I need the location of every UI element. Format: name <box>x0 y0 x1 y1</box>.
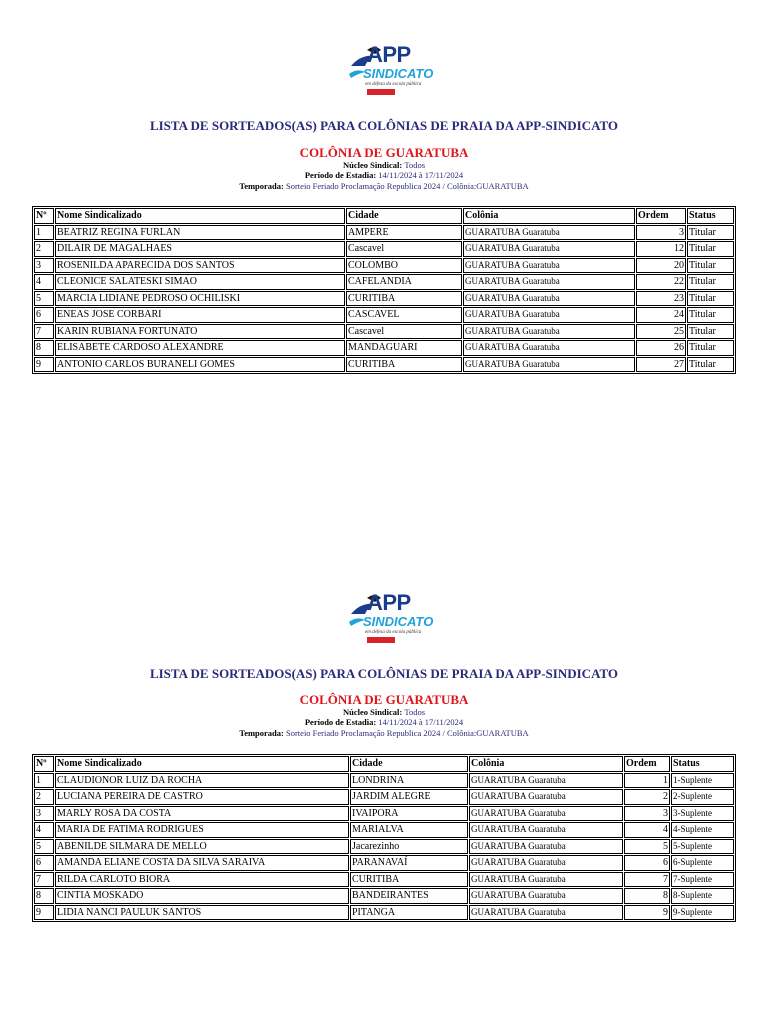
cell-status: 9-Suplente <box>671 905 734 921</box>
cell-nome: KARIN RUBIANA FORTUNATO <box>55 324 345 340</box>
cell-status: 7-Suplente <box>671 872 734 888</box>
cell-num: 4 <box>34 822 54 838</box>
cell-nome: DILAIR DE MAGALHAES <box>55 241 345 257</box>
cell-nome: MARCIA LIDIANE PEDROSO OCHILISKI <box>55 291 345 307</box>
table-row <box>34 291 734 307</box>
table-row <box>34 258 734 274</box>
cut-badge <box>367 89 395 95</box>
logo-tagline: em defesa da escola pública <box>365 630 422 635</box>
cell-num: 8 <box>34 888 54 904</box>
cell-ordem: 25 <box>636 324 686 340</box>
cell-status: Titular <box>687 225 734 241</box>
cell-colonia: GUARATUBA Guaratuba <box>463 225 635 241</box>
cell-colonia: GUARATUBA Guaratuba <box>469 855 623 871</box>
cell-ordem: 6 <box>624 855 670 871</box>
cell-nome: RILDA CARLOTO BIORA <box>55 872 349 888</box>
cell-cidade: BANDEIRANTES <box>350 888 468 904</box>
colonia-title: COLÔNIA DE GUARATUBA <box>299 692 469 707</box>
col-header-nome: Nome Sindicalizado <box>55 756 349 772</box>
temporada-label: Temporada: <box>239 728 284 738</box>
cell-status: Titular <box>687 258 734 274</box>
cell-status: Titular <box>687 307 734 323</box>
cell-ordem: 26 <box>636 340 686 356</box>
cell-num: 4 <box>34 274 54 290</box>
cell-colonia: GUARATUBA Guaratuba <box>463 291 635 307</box>
cell-status: Titular <box>687 274 734 290</box>
cell-nome: MARLY ROSA DA COSTA <box>55 806 349 822</box>
cell-nome: ANTONIO CARLOS BURANELI GOMES <box>55 357 345 373</box>
table-row <box>34 855 734 871</box>
cell-cidade: CURITIBA <box>350 872 468 888</box>
table-row <box>34 340 734 356</box>
temporada-line <box>0 728 768 739</box>
col-header-colonia: Colônia <box>463 208 635 224</box>
cell-ordem: 7 <box>624 872 670 888</box>
cell-cidade: LONDRINA <box>350 773 468 789</box>
cell-nome: LUCIANA PEREIRA DE CASTRO <box>55 789 349 805</box>
nucleo-label: Núcleo Sindical: <box>342 707 403 717</box>
cell-status: Titular <box>687 241 734 257</box>
colonia-title: COLÔNIA DE GUARATUBA <box>299 145 469 160</box>
cell-colonia: GUARATUBA Guaratuba <box>469 773 623 789</box>
col-header-colonia: Colônia <box>469 756 623 772</box>
cell-num: 1 <box>34 225 54 241</box>
cell-colonia: GUARATUBA Guaratuba <box>463 340 635 356</box>
cell-cidade: Jacarezinho <box>350 839 468 855</box>
cell-status: 6-Suplente <box>671 855 734 871</box>
logo-tagline: em defesa da escola pública <box>365 82 422 87</box>
periodo-value: 14/11/2024 à 17/11/2024 <box>378 717 464 727</box>
cell-num: 9 <box>34 357 54 373</box>
col-header-cidade: Cidade <box>346 208 462 224</box>
cell-status: 1-Suplente <box>671 773 734 789</box>
temporada-value: Sorteio Feriado Proclamação Republica 2024 / Colônia:GUARATUBA <box>286 181 529 191</box>
cell-cidade: Cascavel <box>346 241 462 257</box>
cell-cidade: COLOMBO <box>346 258 462 274</box>
cell-num: 6 <box>34 855 54 871</box>
table-row <box>34 822 734 838</box>
cell-ordem: 8 <box>624 888 670 904</box>
cell-colonia: GUARATUBA Guaratuba <box>469 822 623 838</box>
table-row <box>34 872 734 888</box>
table-row <box>34 839 734 855</box>
cell-ordem: 27 <box>636 357 686 373</box>
cell-status: 8-Suplente <box>671 888 734 904</box>
cell-cidade: JARDIM ALEGRE <box>350 789 468 805</box>
cell-colonia: GUARATUBA Guaratuba <box>469 789 623 805</box>
cell-nome: CLAUDIONOR LUIZ DA ROCHA <box>55 773 349 789</box>
cell-num: 7 <box>34 324 54 340</box>
cell-cidade: PITANGA <box>350 905 468 921</box>
cell-num: 8 <box>34 340 54 356</box>
col-header-num: Nº <box>34 756 54 772</box>
cell-num: 1 <box>34 773 54 789</box>
cell-num: 7 <box>34 872 54 888</box>
cell-colonia: GUARATUBA Guaratuba <box>463 307 635 323</box>
cell-nome: AMANDA ELIANE COSTA DA SILVA SARAIVA <box>55 855 349 871</box>
periodo-label: Período de Estadia: <box>304 170 377 180</box>
cell-ordem: 3 <box>624 806 670 822</box>
cell-nome: CINTIA MOSKADO <box>55 888 349 904</box>
cell-ordem: 1 <box>624 773 670 789</box>
table-row <box>34 773 734 789</box>
table-row <box>34 888 734 904</box>
logo-app-text: APP <box>367 42 411 67</box>
cell-nome: ENEAS JOSE CORBARI <box>55 307 345 323</box>
cell-status: 2-Suplente <box>671 789 734 805</box>
cell-ordem: 12 <box>636 241 686 257</box>
table-row <box>34 905 734 921</box>
table-row <box>34 357 734 373</box>
cell-cidade: MANDAGUARI <box>346 340 462 356</box>
table-row <box>34 324 734 340</box>
temporada-line <box>0 181 768 192</box>
table-row <box>34 241 734 257</box>
cell-cidade: CURITIBA <box>346 291 462 307</box>
cell-ordem: 2 <box>624 789 670 805</box>
cell-cidade: Cascavel <box>346 324 462 340</box>
cell-ordem: 22 <box>636 274 686 290</box>
cell-ordem: 5 <box>624 839 670 855</box>
nucleo-value: Todos <box>404 160 426 170</box>
col-header-ordem: Ordem <box>636 208 686 224</box>
cell-num: 6 <box>34 307 54 323</box>
cell-colonia: GUARATUBA Guaratuba <box>463 274 635 290</box>
cell-nome: ABENILDE SILMARA DE MELLO <box>55 839 349 855</box>
cell-status: Titular <box>687 357 734 373</box>
nucleo-label: Núcleo Sindical: <box>342 160 403 170</box>
cell-nome: BEATRIZ REGINA FURLAN <box>55 225 345 241</box>
periodo-line <box>0 717 768 728</box>
cell-colonia: GUARATUBA Guaratuba <box>463 258 635 274</box>
cell-status: Titular <box>687 291 734 307</box>
cell-status: Titular <box>687 340 734 356</box>
table-row <box>34 307 734 323</box>
cell-status: 4-Suplente <box>671 822 734 838</box>
cell-nome: ELISABETE CARDOSO ALEXANDRE <box>55 340 345 356</box>
cell-cidade: CURITIBA <box>346 357 462 373</box>
nucleo-value: Todos <box>404 707 426 717</box>
temporada-value: Sorteio Feriado Proclamação Republica 2024 / Colônia:GUARATUBA <box>286 728 529 738</box>
app-sindicato-logo <box>345 590 434 656</box>
cell-ordem: 4 <box>624 822 670 838</box>
cell-cidade: PARANAVAÍ <box>350 855 468 871</box>
table-header-row <box>34 208 734 224</box>
cell-ordem: 3 <box>636 225 686 241</box>
cell-num: 2 <box>34 241 54 257</box>
cell-cidade: CAFELANDIA <box>346 274 462 290</box>
table-row <box>34 789 734 805</box>
suplentes-table <box>32 754 736 922</box>
col-header-num: Nº <box>34 208 54 224</box>
cell-num: 9 <box>34 905 54 921</box>
temporada-label: Temporada: <box>239 181 284 191</box>
list-heading: LISTA DE SORTEADOS(AS) PARA COLÔNIAS DE PRAIA DA APP-SINDICATO <box>149 666 619 681</box>
cell-num: 3 <box>34 806 54 822</box>
table-header-row <box>34 756 734 772</box>
cell-cidade: IVAIPORA <box>350 806 468 822</box>
cell-nome: CLEONICE SALATESKI SIMAO <box>55 274 345 290</box>
cell-num: 5 <box>34 291 54 307</box>
cell-colonia: GUARATUBA Guaratuba <box>469 806 623 822</box>
col-header-nome: Nome Sindicalizado <box>55 208 345 224</box>
app-sindicato-logo <box>345 42 434 108</box>
cell-colonia: GUARATUBA Guaratuba <box>469 839 623 855</box>
table-row <box>34 806 734 822</box>
cell-nome: LIDIA NANCI PAULUK SANTOS <box>55 905 349 921</box>
cell-ordem: 9 <box>624 905 670 921</box>
cell-cidade: MARIALVA <box>350 822 468 838</box>
periodo-line <box>0 170 768 181</box>
col-header-cidade: Cidade <box>350 756 468 772</box>
col-header-status: Status <box>671 756 734 772</box>
cut-badge <box>367 637 395 643</box>
cell-status: 5-Suplente <box>671 839 734 855</box>
cell-nome: MARIA DE FATIMA RODRIGUES <box>55 822 349 838</box>
cell-ordem: 24 <box>636 307 686 323</box>
logo-sindicato-text: SINDICATO <box>363 614 434 629</box>
periodo-label: Período de Estadia: <box>304 717 377 727</box>
cell-num: 3 <box>34 258 54 274</box>
cell-status: Titular <box>687 324 734 340</box>
col-header-ordem: Ordem <box>624 756 670 772</box>
cell-colonia: GUARATUBA Guaratuba <box>463 241 635 257</box>
titulares-table <box>32 206 736 374</box>
cell-ordem: 23 <box>636 291 686 307</box>
cell-colonia: GUARATUBA Guaratuba <box>463 324 635 340</box>
list-heading: LISTA DE SORTEADOS(AS) PARA COLÔNIAS DE PRAIA DA APP-SINDICATO <box>149 118 619 133</box>
cell-cidade: AMPERE <box>346 225 462 241</box>
cell-colonia: GUARATUBA Guaratuba <box>463 357 635 373</box>
cell-num: 2 <box>34 789 54 805</box>
cell-ordem: 20 <box>636 258 686 274</box>
table-row <box>34 225 734 241</box>
col-header-status: Status <box>687 208 734 224</box>
logo-sindicato-text: SINDICATO <box>363 66 434 81</box>
cell-num: 5 <box>34 839 54 855</box>
cell-nome: ROSENILDA APARECIDA DOS SANTOS <box>55 258 345 274</box>
logo-app-text: APP <box>367 590 411 615</box>
cell-colonia: GUARATUBA Guaratuba <box>469 872 623 888</box>
table-row <box>34 274 734 290</box>
cell-colonia: GUARATUBA Guaratuba <box>469 888 623 904</box>
periodo-value: 14/11/2024 à 17/11/2024 <box>378 170 464 180</box>
cell-colonia: GUARATUBA Guaratuba <box>469 905 623 921</box>
cell-status: 3-Suplente <box>671 806 734 822</box>
cell-cidade: CASCAVEL <box>346 307 462 323</box>
